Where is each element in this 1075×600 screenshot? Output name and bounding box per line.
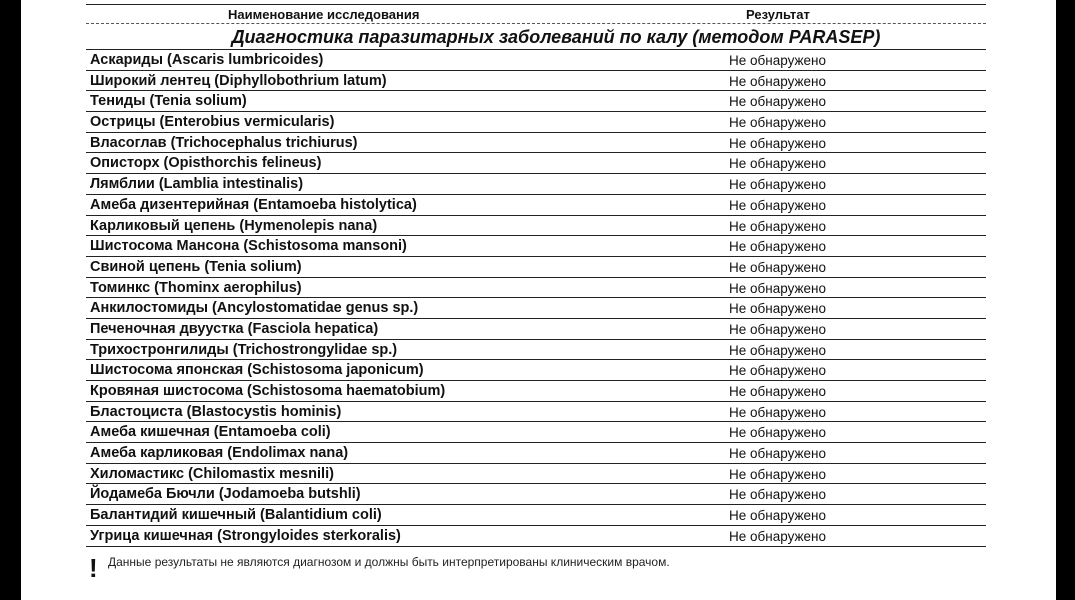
test-name: Йодамеба Бючли (Jodamoeba butshli) xyxy=(90,486,361,503)
test-result: Не обнаружено xyxy=(729,508,826,524)
table-header xyxy=(86,4,986,24)
test-name: Анкилостомиды (Ancylostomatidae genus sp.) xyxy=(90,300,419,317)
test-name: Карликовый цепень (Hymenolepis nana) xyxy=(90,217,378,234)
table-row xyxy=(86,195,986,216)
table-row xyxy=(86,319,986,340)
test-name: Печеночная двуустка (Fasciola hepatica) xyxy=(90,320,379,337)
test-result: Не обнаружено xyxy=(729,259,826,275)
disclaimer-note xyxy=(89,553,989,583)
test-result: Не обнаружено xyxy=(729,404,826,420)
test-result: Не обнаружено xyxy=(729,487,826,503)
table-row xyxy=(86,360,986,381)
column-header-result: Результат xyxy=(746,7,810,22)
test-result: Не обнаружено xyxy=(729,239,826,255)
test-result: Не обнаружено xyxy=(729,446,826,462)
test-name: Острицы (Enterobius vermicularis) xyxy=(90,114,335,131)
test-name: Власоглав (Trichocephalus trichiurus) xyxy=(90,134,358,151)
table-row xyxy=(86,278,986,299)
table-row xyxy=(86,526,986,547)
test-name: Амеба кишечная (Entamoeba coli) xyxy=(90,424,331,441)
test-result: Не обнаружено xyxy=(729,301,826,317)
test-name: Трихостронгилиды (Trichostrongylidae sp.) xyxy=(90,341,398,358)
table-row xyxy=(86,298,986,319)
table-body xyxy=(86,50,986,547)
test-result: Не обнаружено xyxy=(729,177,826,193)
results-table xyxy=(86,4,986,547)
test-result: Не обнаружено xyxy=(729,425,826,441)
test-result: Не обнаружено xyxy=(729,466,826,482)
test-name: Балантидий кишечный (Balantidium coli) xyxy=(90,507,382,524)
table-row xyxy=(86,216,986,237)
test-result: Не обнаружено xyxy=(729,115,826,131)
table-row xyxy=(86,112,986,133)
test-result: Не обнаружено xyxy=(729,135,826,151)
table-row xyxy=(86,340,986,361)
table-row xyxy=(86,174,986,195)
document-page xyxy=(21,0,1056,600)
test-result: Не обнаружено xyxy=(729,53,826,68)
test-name: Свиной цепень (Tenia solium) xyxy=(90,258,302,275)
table-row xyxy=(86,71,986,92)
table-row xyxy=(86,422,986,443)
test-result: Не обнаружено xyxy=(729,363,826,379)
test-name: Описторх (Opisthorchis felineus) xyxy=(90,155,322,172)
test-name: Аскариды (Ascaris lumbricoides) xyxy=(90,52,324,68)
test-name: Тениды (Tenia solium) xyxy=(90,93,247,110)
test-name: Амеба карликовая (Endolimax nana) xyxy=(90,445,349,462)
table-row xyxy=(86,236,986,257)
test-result: Не обнаружено xyxy=(729,280,826,296)
test-name: Хиломастикс (Chilomastix mesnili) xyxy=(90,465,334,482)
table-row xyxy=(86,484,986,505)
section-title: Диагностика паразитарных заболеваний по калу (методом PARASEP) xyxy=(86,24,986,50)
column-header-name: Наименование исследования xyxy=(228,7,420,22)
test-name: Бластоциста (Blastocystis hominis) xyxy=(90,403,342,420)
table-row xyxy=(86,443,986,464)
test-name: Угрица кишечная (Strongyloides sterkoralis) xyxy=(90,527,401,544)
table-row xyxy=(86,257,986,278)
test-result: Не обнаружено xyxy=(729,321,826,337)
table-row xyxy=(86,50,986,71)
test-name: Кровяная шистосома (Schistosoma haematobium) xyxy=(90,383,446,399)
test-result: Не обнаружено xyxy=(729,94,826,110)
table-row xyxy=(86,133,986,154)
table-row xyxy=(86,91,986,112)
test-result: Не обнаружено xyxy=(729,528,826,544)
disclaimer-text: Данные результаты не являются диагнозом и должны быть интерпретированы клиническим врачом. xyxy=(108,555,670,569)
test-name: Амеба дизентерийная (Entamoeba histolytica) xyxy=(90,196,417,213)
table-row xyxy=(86,153,986,174)
test-result: Не обнаружено xyxy=(729,156,826,172)
table-row xyxy=(86,402,986,423)
test-name: Лямблии (Lamblia intestinalis) xyxy=(90,176,304,193)
table-row xyxy=(86,505,986,526)
test-name: Томинкс (Thominx aerophilus) xyxy=(90,279,302,296)
test-result: Не обнаружено xyxy=(729,197,826,213)
test-result: Не обнаружено xyxy=(729,218,826,234)
test-name: Шистосома Мансона (Schistosoma mansoni) xyxy=(90,238,407,255)
test-name: Широкий лентец (Diphyllobothrium latum) xyxy=(90,72,387,89)
exclamation-icon: ! xyxy=(89,553,98,583)
test-result: Не обнаружено xyxy=(729,342,826,358)
table-row xyxy=(86,464,986,485)
test-result: Не обнаружено xyxy=(729,73,826,89)
test-name: Шистосома японская (Schistosoma japonicum) xyxy=(90,362,424,379)
table-row xyxy=(86,381,986,402)
test-result: Не обнаружено xyxy=(729,384,826,399)
